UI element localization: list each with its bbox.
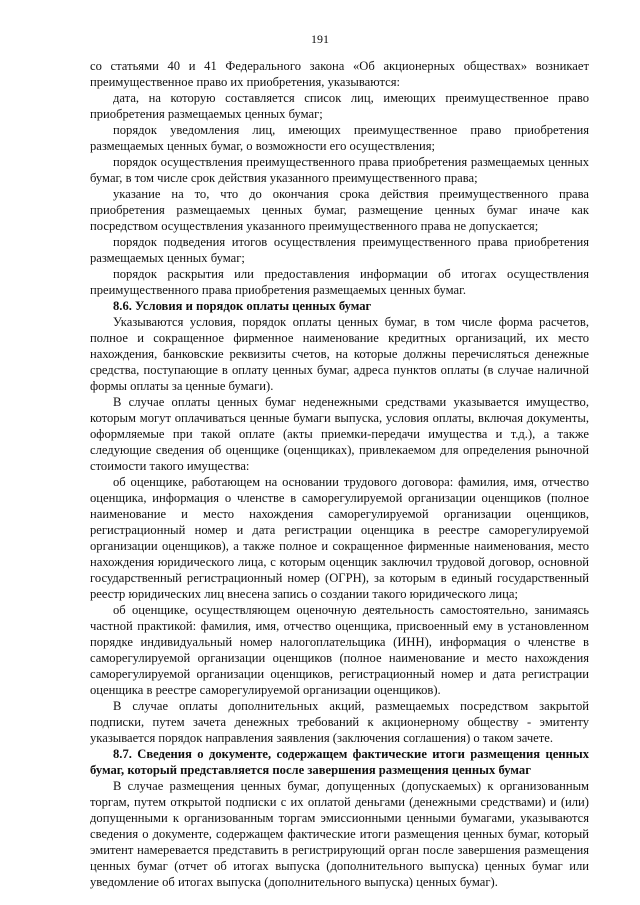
paragraph: порядок уведомления лиц, имеющих преимущественное право приобретения размещаемых ценных бумаг, о возможности его осуществления; bbox=[90, 123, 589, 153]
paragraph: порядок подведения итогов осуществления преимущественного права приобретения размещаемых ценных бумаг; bbox=[90, 235, 589, 265]
page-number: 191 bbox=[311, 32, 329, 46]
paragraph: порядок осуществления преимущественного права приобретения размещаемых ценных бумаг, в том числе срок действия указанного преимущественного права; bbox=[90, 155, 589, 185]
section-heading: 8.7. Сведения о документе, содержащем фактические итоги размещения ценных бумаг, который представляется после завершения размещения ценных бумаг bbox=[90, 747, 589, 777]
paragraph: В случае оплаты дополнительных акций, размещаемых посредством закрытой подписки, путем зачета денежных требований к акционерному обществу - эмитенту указывается порядок направления заявления (заключения соглашения) о таком зачете. bbox=[90, 699, 589, 745]
paragraph: об оценщике, работающем на основании трудового договора: фамилия, имя, отчество оценщика, информация о членстве в саморегулируемой организации оценщиков (полное наименование и место нахождения саморегулируемой организации оценщиков, регистрационный номер и дата регистрации оценщика в реестре саморегулируемой организации оценщиков), а также полное и сокращенное фирменные наименования, место нахождения юридического лица, с которым оценщик заключил трудовой договор, основной государственный регистрационный номер (ОГРН), за которым в единый государственный реестр юридических лиц внесена запись о создании такого юридического лица; bbox=[90, 475, 589, 601]
paragraph: указание на то, что до окончания срока действия преимущественного права приобретения размещаемых ценных бумаг, размещение ценных бумаг иначе как посредством осуществления указанного преимущественного права не допускается; bbox=[90, 187, 589, 233]
paragraph: В случае оплаты ценных бумаг неденежными средствами указывается имущество, которым могут оплачиваться ценные бумаги выпуска, условия оплаты, включая документы, оформляемые при такой оплате (акты приемки-передачи имущества и т.д.), а также следующие сведения об оценщике (оценщиках), привлекаемом для определения рыночной стоимости такого имущества: bbox=[90, 395, 589, 473]
paragraph: порядок раскрытия или предоставления информации об итогах осуществления преимущественного права приобретения размещаемых ценных бумаг. bbox=[90, 267, 589, 297]
body-text bbox=[90, 58, 589, 890]
section-heading: 8.6. Условия и порядок оплаты ценных бумаг bbox=[113, 299, 372, 313]
paragraph: об оценщике, осуществляющем оценочную деятельность самостоятельно, занимаясь частной практикой: фамилия, имя, отчество оценщика, присвоенный ему в установленном порядке индивидуальный номер налогоплательщика (ИНН), информация о членстве в саморегулируемой организации оценщиков (полное наименование и место нахождения саморегулируемой организации оценщиков, регистрационный номер и дата регистрации оценщика в реестре саморегулируемой организации оценщиков). bbox=[90, 603, 589, 697]
paragraph: Указываются условия, порядок оплаты ценных бумаг, в том числе форма расчетов, полное и сокращенное фирменное наименование кредитных организаций, их место нахождения, банковские реквизиты счетов, на которые должны перечисляться денежные средства, поступающие в оплату ценных бумаг, адреса пунктов оплаты (в случае наличной формы оплаты за ценные бумаги). bbox=[90, 315, 589, 393]
paragraph: дата, на которую составляется список лиц, имеющих преимущественное право приобретения размещаемых ценных бумаг; bbox=[90, 91, 589, 121]
paragraph: со статьями 40 и 41 Федерального закона «Об акционерных обществах» возникает преимущественное право их приобретения, указываются: bbox=[90, 59, 589, 89]
paragraph: В случае размещения ценных бумаг, допущенных (допускаемых) к организованным торгам, путем открытой подписки с их оплатой деньгами (денежными средствами) и (или) допущенными к организованным торгам эмиссионными ценными бумагами, указываются сведения о документе, содержащем фактические итоги размещения ценных бумаг, который эмитент намеревается представить в регистрирующий орган после завершения размещения ценных бумаг (отчет об итогах выпуска (дополнительного выпуска) ценных бумаг или уведомление об итогах выпуска (дополнительного выпуска) ценных бумаг). bbox=[90, 779, 589, 889]
